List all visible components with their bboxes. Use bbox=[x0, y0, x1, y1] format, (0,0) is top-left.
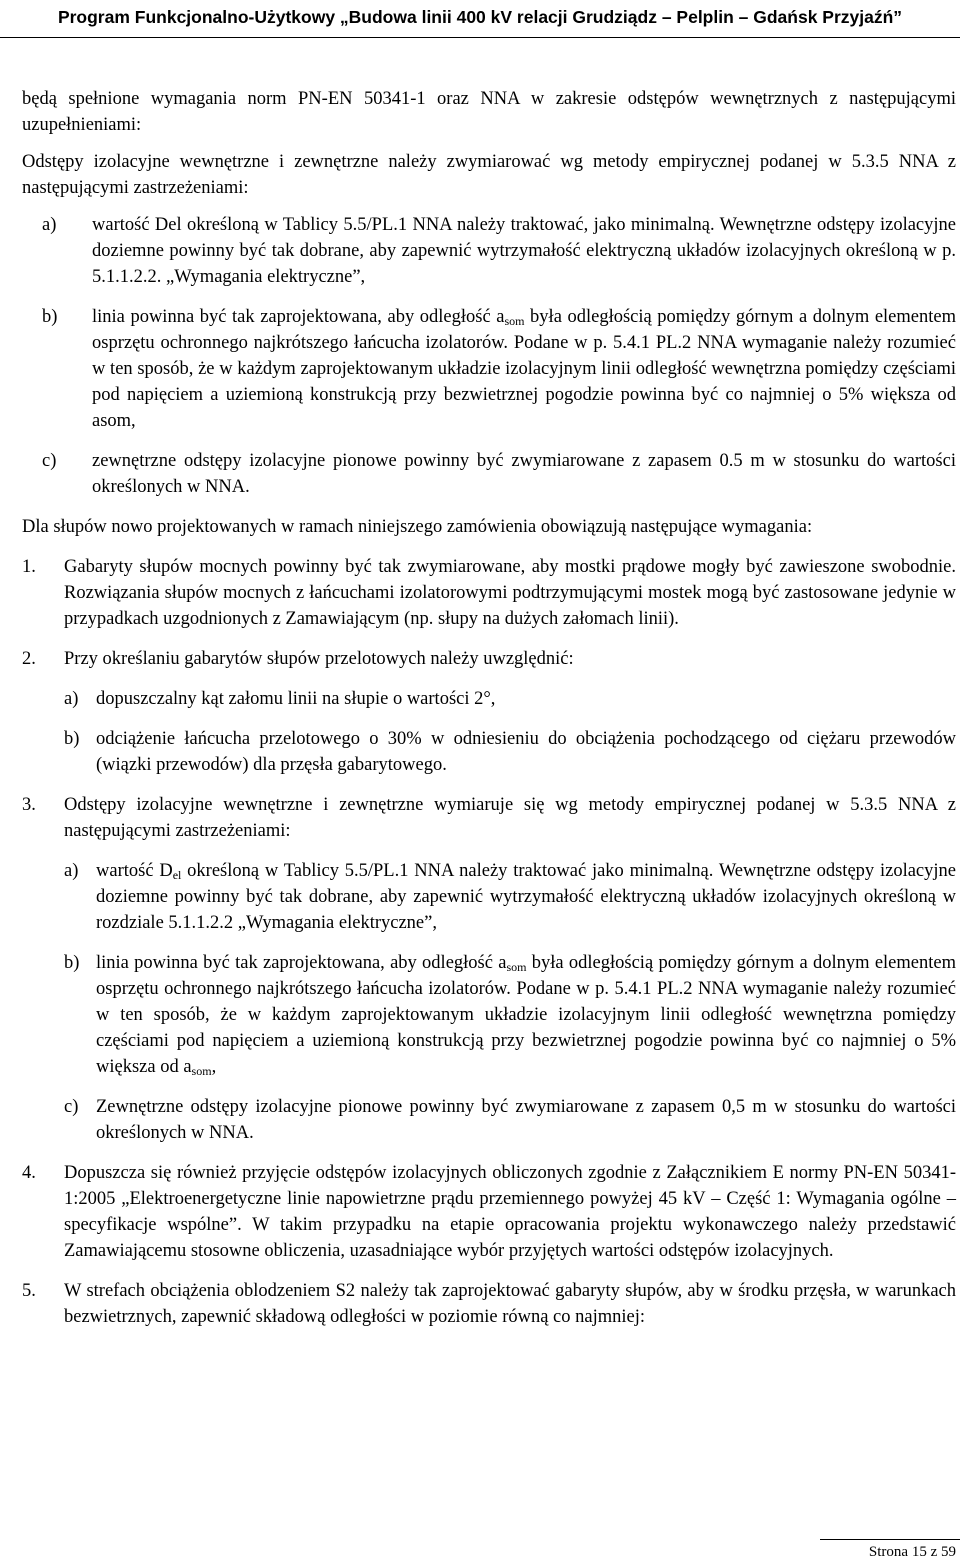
item-number: 1. bbox=[22, 557, 36, 577]
item-text: wartość Del określoną w Tablicy 5.5/PL.1 NNA należy traktować, jako minimalną. Wewnętrzne odstępy izolacyjne doziemne powinny być tak dobrane, aby zapewnić wytrzymałość elektryczną układów izolacyjnych określoną w p. 5.1.1.2.2. „Wymagania elektryczne”, bbox=[92, 215, 956, 287]
subitem-a bbox=[64, 686, 956, 712]
item-label: b) bbox=[64, 953, 80, 973]
item-label: c) bbox=[64, 1097, 79, 1117]
item-text bbox=[96, 858, 956, 936]
subitem-a bbox=[64, 858, 956, 936]
intro-item-b bbox=[22, 304, 956, 434]
page-header: Program Funkcjonalno-Użytkowy „Budowa linii 400 kV relacji Grudziądz – Pelplin – Gdańsk Przyjaźń” bbox=[57, 7, 903, 27]
subscript: som bbox=[504, 314, 525, 328]
subscript: el bbox=[172, 868, 182, 882]
item-text-part: określoną w Tablicy 5.5/PL.1 NNA należy traktować jako minimalną. Wewnętrzne odstępy izolacyjne doziemne powinny być tak dobrane, aby zapewnić wytrzymałość elektryczną układów izolacyjnych określoną w rozdziale 5.1.1.2.2 „Wymagania elektryczne”, bbox=[96, 861, 956, 933]
numbered-item-4 bbox=[22, 1160, 956, 1264]
subitem-b bbox=[64, 726, 956, 778]
item-text: zewnętrzne odstępy izolacyjne pionowe powinny być zwymiarowane z zapasem 0.5 m w stosunku do wartości określonych w NNA. bbox=[92, 451, 956, 497]
item-text-part: linia powinna być tak zaprojektowana, aby odległość a bbox=[96, 953, 507, 973]
numbered-item-3 bbox=[22, 792, 956, 844]
page-number: Strona 15 z 59 bbox=[820, 1539, 960, 1561]
subscript: som bbox=[506, 960, 527, 974]
intro-item-a bbox=[22, 212, 956, 290]
item-label: b) bbox=[42, 307, 58, 327]
numbered-item-2-subitems bbox=[64, 686, 956, 778]
item-text bbox=[92, 304, 956, 434]
intro-paragraph-1: będą spełnione wymagania norm PN-EN 50341-1 oraz NNA w zakresie odstępów wewnętrznych z następującymi uzupełnieniami: bbox=[22, 89, 956, 135]
item-text: W strefach obciążenia oblodzeniem S2 należy tak zaprojektować gabaryty słupów, aby w środku przęsła, w warunkach bezwietrznych, zapewnić składową odległości w poziomie równą co najmniej: bbox=[64, 1281, 956, 1327]
document-body bbox=[22, 86, 956, 1330]
numbered-item-3-subitems bbox=[64, 858, 956, 1146]
item-text: Odstępy izolacyjne wewnętrzne i zewnętrzne wymiaruje się wg metody empirycznej podanej w 5.3.5 NNA z następującymi zastrzeżeniami: bbox=[64, 795, 956, 841]
header-rule bbox=[0, 37, 960, 38]
item-text: Gabaryty słupów mocnych powinny być tak zwymiarowane, aby mostki prądowe mogły być zawieszone swobodnie. Rozwiązania słupów mocnych z łańcuchami izolatorowymi podtrzymującymi mostek mogą być zastosowane jedynie w przypadkach uzgodnionych z Zamawiającym (np. słupy na dużych załomach linii). bbox=[64, 557, 956, 629]
intro-paragraph-2: Odstępy izolacyjne wewnętrzne i zewnętrzne należy zwymiarować wg metody empirycznej podanej w 5.3.5 NNA z następującymi zastrzeżeniami: bbox=[22, 152, 956, 198]
subitem-c bbox=[64, 1094, 956, 1146]
subitem-b bbox=[64, 950, 956, 1080]
intro-item-c bbox=[22, 448, 956, 500]
item-text: dopuszczalny kąt załomu linii na słupie o wartości 2°, bbox=[96, 689, 496, 709]
item-label: a) bbox=[64, 861, 79, 881]
item-label: c) bbox=[42, 451, 57, 471]
item-number: 2. bbox=[22, 649, 36, 669]
item-text-part: , bbox=[211, 1057, 217, 1077]
item-number: 5. bbox=[22, 1281, 36, 1301]
intro-paragraph-3: Dla słupów nowo projektowanych w ramach niniejszego zamówienia obowiązują następujące wymagania: bbox=[22, 517, 813, 537]
item-text: Zewnętrzne odstępy izolacyjne pionowe powinny być zwymiarowane z zapasem 0,5 m w stosunku do wartości określonych w NNA. bbox=[96, 1097, 956, 1143]
item-text-part: wartość D bbox=[96, 861, 173, 881]
numbered-item-2 bbox=[22, 646, 956, 672]
item-text-part: była odległością pomiędzy górnym a dolnym elementem osprzętu ochronnego najkrótszego łańcucha izolatorów. Podane w p. 5.4.1 PL.2 NNA wymaganie należy rozumieć w ten sposób, że w każdym zaprojektowanym układzie izolacyjnym linii odległość wewnętrzna pomiędzy częściami pod napięciem a uziemioną konstrukcją przy bezwietrznej pogodzie powinna być co najmniej o 5% większa od asom, bbox=[92, 307, 956, 431]
item-number: 3. bbox=[22, 795, 36, 815]
item-text-part: była odległością pomiędzy górnym a dolnym elementem osprzętu ochronnego najkrótszego łańcucha izolatorów. Podane w p. 5.4.1 PL.2 NNA wymaganie należy rozumieć w ten sposób, że w każdym zaprojektowanym układzie izolacyjnym linii odległość wewnętrzna pomiędzy częściami pod napięciem a uziemioną konstrukcją przy bezwietrznej pogodzie powinna być co najmniej o 5% większa od a bbox=[96, 953, 956, 1077]
item-text-part: linia powinna być tak zaprojektowana, aby odległość a bbox=[92, 307, 505, 327]
subscript: som bbox=[191, 1064, 212, 1078]
item-label: b) bbox=[64, 729, 80, 749]
numbered-item-1 bbox=[22, 554, 956, 632]
item-text: Dopuszcza się również przyjęcie odstępów izolacyjnych obliczonych zgodnie z Załącznikiem E normy PN-EN 50341-1:2005 „Elektroenergetyczne linie napowietrzne prądu przemiennego powyżej 45 kV – Część 1: Wymagania ogólne – specyfikacje wspólne”. W takim przypadku na etapie opracowania projektu wykonawczego należy przedstawić Zamawiającemu stosowne obliczenia, uzasadniające wybór przyjętych wartości odstępów izolacyjnych. bbox=[64, 1163, 956, 1261]
numbered-item-5 bbox=[22, 1278, 956, 1330]
item-text: odciążenie łańcucha przelotowego o 30% w odniesieniu do obciążenia pochodzącego od ciężaru przewodów (wiązki przewodów) dla przęsła gabarytowego. bbox=[96, 729, 956, 775]
item-text: Przy określaniu gabarytów słupów przelotowych należy uwzględnić: bbox=[64, 649, 574, 669]
item-label: a) bbox=[64, 689, 79, 709]
item-text bbox=[96, 950, 956, 1080]
item-label: a) bbox=[42, 215, 57, 235]
item-number: 4. bbox=[22, 1163, 36, 1183]
